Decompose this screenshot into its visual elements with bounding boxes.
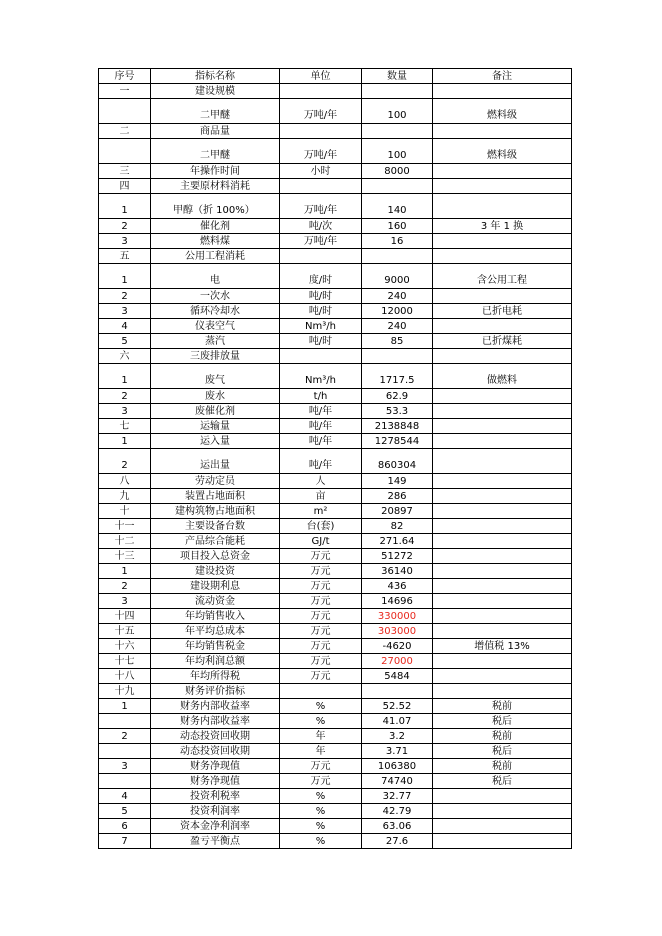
header-note: 备注	[433, 69, 572, 84]
row-no-cell: 三	[99, 164, 151, 179]
row-no-cell: 十八	[99, 669, 151, 684]
row-unit-cell: 万元	[280, 654, 362, 669]
row-name-cell: 财务评价指标	[151, 684, 280, 699]
table-row	[99, 234, 572, 249]
row-name-cell: 运入量	[151, 434, 280, 449]
row-note-cell	[433, 504, 572, 519]
row-name-cell: 年均销售税金	[151, 639, 280, 654]
row-note-cell: 税前	[433, 699, 572, 714]
row-note-cell: 燃料级	[433, 139, 572, 164]
row-note-cell	[433, 534, 572, 549]
row-qty-cell: 1717.5	[362, 364, 433, 389]
row-name-cell: 年平均总成本	[151, 624, 280, 639]
row-name-cell: 产品综合能耗	[151, 534, 280, 549]
row-qty-cell: 32.77	[362, 789, 433, 804]
row-unit-cell	[280, 124, 362, 139]
header-row	[99, 69, 572, 84]
row-qty-cell: 5484	[362, 669, 433, 684]
row-qty-cell: 100	[362, 139, 433, 164]
indicator-table	[98, 68, 572, 849]
row-name-cell: 一次水	[151, 289, 280, 304]
row-unit-cell: 万吨/年	[280, 234, 362, 249]
row-note-cell	[433, 319, 572, 334]
row-qty-cell: 63.06	[362, 819, 433, 834]
row-no-cell	[99, 774, 151, 789]
table-row	[99, 579, 572, 594]
row-no-cell: 十	[99, 504, 151, 519]
row-name-cell: 废催化剂	[151, 404, 280, 419]
row-qty-cell: 9000	[362, 264, 433, 289]
header-no: 序号	[99, 69, 151, 84]
row-qty-cell: 3.71	[362, 744, 433, 759]
row-note-cell	[433, 834, 572, 849]
row-no-cell: 7	[99, 834, 151, 849]
row-note-cell	[433, 669, 572, 684]
row-name-cell: 废水	[151, 389, 280, 404]
table-row	[99, 489, 572, 504]
row-name-cell: 燃料煤	[151, 234, 280, 249]
row-no-cell: 四	[99, 179, 151, 194]
row-qty-cell: 240	[362, 319, 433, 334]
row-unit-cell: 吨/年	[280, 449, 362, 474]
row-name-cell: 资本金净利润率	[151, 819, 280, 834]
table-row	[99, 549, 572, 564]
row-name-cell: 循环冷却水	[151, 304, 280, 319]
row-name-cell: 运出量	[151, 449, 280, 474]
row-qty-cell: 1278544	[362, 434, 433, 449]
row-unit-cell: 万元	[280, 759, 362, 774]
row-no-cell: 2	[99, 289, 151, 304]
row-name-cell: 盈亏平衡点	[151, 834, 280, 849]
row-unit-cell: 年	[280, 729, 362, 744]
indicator-table-body	[99, 69, 572, 849]
row-name-cell: 流动资金	[151, 594, 280, 609]
row-no-cell: 2	[99, 449, 151, 474]
row-no-cell: 1	[99, 434, 151, 449]
row-note-cell	[433, 594, 572, 609]
table-row	[99, 804, 572, 819]
row-name-cell: 催化剂	[151, 219, 280, 234]
row-no-cell: 五	[99, 249, 151, 264]
row-name-cell: 废气	[151, 364, 280, 389]
table-row	[99, 219, 572, 234]
row-unit-cell: 吨/年	[280, 434, 362, 449]
row-no-cell: 3	[99, 404, 151, 419]
row-unit-cell: Nm³/h	[280, 319, 362, 334]
row-unit-cell: 吨/年	[280, 419, 362, 434]
row-note-cell	[433, 389, 572, 404]
row-note-cell: 做燃料	[433, 364, 572, 389]
row-note-cell	[433, 474, 572, 489]
table-row	[99, 364, 572, 389]
row-note-cell	[433, 624, 572, 639]
table-row	[99, 759, 572, 774]
row-note-cell	[433, 179, 572, 194]
row-no-cell: 十二	[99, 534, 151, 549]
row-unit-cell: 台(套)	[280, 519, 362, 534]
row-unit-cell: Nm³/h	[280, 364, 362, 389]
row-unit-cell	[280, 349, 362, 364]
row-qty-cell: 330000	[362, 609, 433, 624]
row-qty-cell: 2138848	[362, 419, 433, 434]
row-note-cell	[433, 349, 572, 364]
row-qty-cell: 53.3	[362, 404, 433, 419]
row-note-cell	[433, 434, 572, 449]
row-no-cell: 1	[99, 194, 151, 219]
row-no-cell: 十四	[99, 609, 151, 624]
header-unit: 单位	[280, 69, 362, 84]
row-qty-cell: 62.9	[362, 389, 433, 404]
row-no-cell: 1	[99, 264, 151, 289]
table-row	[99, 609, 572, 624]
row-note-cell	[433, 234, 572, 249]
row-no-cell: 3	[99, 594, 151, 609]
table-row	[99, 434, 572, 449]
row-qty-cell: 41.07	[362, 714, 433, 729]
row-no-cell: 3	[99, 304, 151, 319]
row-name-cell: 项目投入总资金	[151, 549, 280, 564]
header-name: 指标名称	[151, 69, 280, 84]
row-unit-cell: 小时	[280, 164, 362, 179]
row-no-cell: 十九	[99, 684, 151, 699]
table-row	[99, 789, 572, 804]
row-qty-cell: 160	[362, 219, 433, 234]
row-qty-cell: 20897	[362, 504, 433, 519]
row-no-cell: 六	[99, 349, 151, 364]
row-qty-cell: 860304	[362, 449, 433, 474]
row-name-cell: 建构筑物占地面积	[151, 504, 280, 519]
row-no-cell: 一	[99, 84, 151, 99]
row-note-cell: 3 年 1 换	[433, 219, 572, 234]
row-name-cell: 动态投资回收期	[151, 729, 280, 744]
row-note-cell	[433, 564, 572, 579]
table-row	[99, 334, 572, 349]
row-no-cell: 2	[99, 579, 151, 594]
row-no-cell: 九	[99, 489, 151, 504]
row-note-cell	[433, 654, 572, 669]
row-name-cell: 年均利润总额	[151, 654, 280, 669]
row-no-cell: 6	[99, 819, 151, 834]
row-name-cell: 蒸汽	[151, 334, 280, 349]
row-unit-cell: 万元	[280, 549, 362, 564]
table-row	[99, 819, 572, 834]
row-unit-cell: t/h	[280, 389, 362, 404]
table-row	[99, 699, 572, 714]
row-qty-cell: 271.64	[362, 534, 433, 549]
row-note-cell: 增值税 13%	[433, 639, 572, 654]
table-row	[99, 834, 572, 849]
row-qty-cell: 8000	[362, 164, 433, 179]
row-qty-cell	[362, 179, 433, 194]
row-unit-cell: 吨/时	[280, 334, 362, 349]
table-row	[99, 389, 572, 404]
row-name-cell: 装置占地面积	[151, 489, 280, 504]
table-row	[99, 124, 572, 139]
row-note-cell	[433, 804, 572, 819]
row-no-cell	[99, 744, 151, 759]
row-no-cell: 1	[99, 564, 151, 579]
table-row	[99, 504, 572, 519]
row-no-cell: 4	[99, 319, 151, 334]
row-no-cell: 十五	[99, 624, 151, 639]
row-no-cell: 5	[99, 334, 151, 349]
row-unit-cell: 度/时	[280, 264, 362, 289]
row-unit-cell	[280, 684, 362, 699]
table-row	[99, 84, 572, 99]
row-unit-cell: 万元	[280, 639, 362, 654]
row-note-cell	[433, 124, 572, 139]
row-qty-cell: 436	[362, 579, 433, 594]
row-name-cell: 建设期利息	[151, 579, 280, 594]
row-unit-cell: %	[280, 819, 362, 834]
row-unit-cell: %	[280, 699, 362, 714]
row-note-cell: 税后	[433, 774, 572, 789]
table-row	[99, 639, 572, 654]
row-qty-cell: 42.79	[362, 804, 433, 819]
table-row	[99, 744, 572, 759]
row-unit-cell: 吨/次	[280, 219, 362, 234]
row-name-cell: 财务净现值	[151, 759, 280, 774]
row-qty-cell	[362, 249, 433, 264]
table-row	[99, 729, 572, 744]
row-no-cell: 1	[99, 364, 151, 389]
table-row	[99, 774, 572, 789]
row-qty-cell: 3.2	[362, 729, 433, 744]
row-no-cell: 八	[99, 474, 151, 489]
row-unit-cell: 万吨/年	[280, 139, 362, 164]
row-unit-cell: 万元	[280, 579, 362, 594]
table-row	[99, 289, 572, 304]
row-note-cell: 税后	[433, 714, 572, 729]
row-note-cell	[433, 84, 572, 99]
row-qty-cell: 100	[362, 99, 433, 124]
row-no-cell: 3	[99, 234, 151, 249]
table-row	[99, 419, 572, 434]
row-no-cell: 十六	[99, 639, 151, 654]
row-name-cell: 动态投资回收期	[151, 744, 280, 759]
table-row	[99, 564, 572, 579]
row-qty-cell: 51272	[362, 549, 433, 564]
row-note-cell	[433, 449, 572, 474]
row-note-cell	[433, 404, 572, 419]
row-unit-cell: 万吨/年	[280, 99, 362, 124]
row-note-cell	[433, 819, 572, 834]
row-note-cell	[433, 194, 572, 219]
row-qty-cell: 82	[362, 519, 433, 534]
row-unit-cell: m²	[280, 504, 362, 519]
row-note-cell: 税前	[433, 759, 572, 774]
row-name-cell: 财务内部收益率	[151, 714, 280, 729]
row-note-cell	[433, 249, 572, 264]
row-no-cell: 十七	[99, 654, 151, 669]
table-row	[99, 179, 572, 194]
row-unit-cell: 万元	[280, 609, 362, 624]
row-note-cell	[433, 289, 572, 304]
table-row	[99, 669, 572, 684]
row-qty-cell: 27000	[362, 654, 433, 669]
row-unit-cell: 年	[280, 744, 362, 759]
row-unit-cell: 吨/时	[280, 304, 362, 319]
row-note-cell	[433, 684, 572, 699]
row-note-cell: 税后	[433, 744, 572, 759]
row-name-cell: 二甲醚	[151, 139, 280, 164]
header-qty: 数量	[362, 69, 433, 84]
row-unit-cell: %	[280, 834, 362, 849]
row-name-cell: 建设规模	[151, 84, 280, 99]
row-qty-cell: 85	[362, 334, 433, 349]
row-unit-cell: 人	[280, 474, 362, 489]
row-note-cell: 含公用工程	[433, 264, 572, 289]
row-qty-cell: 303000	[362, 624, 433, 639]
row-no-cell: 3	[99, 759, 151, 774]
row-name-cell: 公用工程消耗	[151, 249, 280, 264]
row-qty-cell: 14696	[362, 594, 433, 609]
table-row	[99, 164, 572, 179]
row-name-cell: 财务内部收益率	[151, 699, 280, 714]
row-unit-cell: 万元	[280, 564, 362, 579]
row-note-cell: 已折电耗	[433, 304, 572, 319]
row-no-cell: 5	[99, 804, 151, 819]
row-name-cell: 建设投资	[151, 564, 280, 579]
row-name-cell: 年均所得税	[151, 669, 280, 684]
row-unit-cell: GJ/t	[280, 534, 362, 549]
row-qty-cell: 240	[362, 289, 433, 304]
row-qty-cell: 12000	[362, 304, 433, 319]
table-row	[99, 249, 572, 264]
row-no-cell: 4	[99, 789, 151, 804]
row-unit-cell: 亩	[280, 489, 362, 504]
row-no-cell	[99, 139, 151, 164]
row-note-cell	[433, 789, 572, 804]
row-unit-cell: 吨/时	[280, 289, 362, 304]
row-name-cell: 电	[151, 264, 280, 289]
table-row	[99, 534, 572, 549]
row-unit-cell	[280, 179, 362, 194]
row-qty-cell	[362, 684, 433, 699]
row-name-cell: 财务净现值	[151, 774, 280, 789]
row-note-cell: 已折煤耗	[433, 334, 572, 349]
row-qty-cell: 27.6	[362, 834, 433, 849]
row-qty-cell: 74740	[362, 774, 433, 789]
row-qty-cell: -4620	[362, 639, 433, 654]
table-row	[99, 519, 572, 534]
row-qty-cell	[362, 84, 433, 99]
row-name-cell: 三废排放量	[151, 349, 280, 364]
row-no-cell: 十一	[99, 519, 151, 534]
row-no-cell: 2	[99, 729, 151, 744]
row-unit-cell: 万元	[280, 594, 362, 609]
table-row	[99, 99, 572, 124]
row-no-cell: 2	[99, 219, 151, 234]
row-name-cell: 运输量	[151, 419, 280, 434]
row-unit-cell	[280, 84, 362, 99]
row-qty-cell: 16	[362, 234, 433, 249]
row-unit-cell: 万吨/年	[280, 194, 362, 219]
row-qty-cell: 149	[362, 474, 433, 489]
row-qty-cell	[362, 124, 433, 139]
row-no-cell	[99, 714, 151, 729]
row-note-cell	[433, 164, 572, 179]
table-row	[99, 449, 572, 474]
row-note-cell	[433, 579, 572, 594]
row-name-cell: 主要原材料消耗	[151, 179, 280, 194]
row-qty-cell: 36140	[362, 564, 433, 579]
table-row	[99, 474, 572, 489]
row-name-cell: 年操作时间	[151, 164, 280, 179]
row-note-cell	[433, 609, 572, 624]
table-row	[99, 684, 572, 699]
row-unit-cell: 万元	[280, 624, 362, 639]
row-qty-cell: 140	[362, 194, 433, 219]
row-name-cell: 甲醇（折 100%）	[151, 194, 280, 219]
row-qty-cell: 106380	[362, 759, 433, 774]
row-qty-cell: 52.52	[362, 699, 433, 714]
table-row	[99, 714, 572, 729]
row-qty-cell	[362, 349, 433, 364]
row-name-cell: 投资利润率	[151, 804, 280, 819]
table-row	[99, 139, 572, 164]
table-row	[99, 404, 572, 419]
row-qty-cell: 286	[362, 489, 433, 504]
row-no-cell: 七	[99, 419, 151, 434]
row-unit-cell: 吨/年	[280, 404, 362, 419]
row-unit-cell: %	[280, 714, 362, 729]
row-name-cell: 主要设备台数	[151, 519, 280, 534]
row-note-cell: 税前	[433, 729, 572, 744]
row-no-cell: 1	[99, 699, 151, 714]
table-row	[99, 319, 572, 334]
table-row	[99, 349, 572, 364]
row-no-cell: 二	[99, 124, 151, 139]
row-unit-cell: 万元	[280, 669, 362, 684]
row-no-cell: 2	[99, 389, 151, 404]
table-row	[99, 654, 572, 669]
table-row	[99, 594, 572, 609]
row-unit-cell: %	[280, 789, 362, 804]
row-note-cell	[433, 419, 572, 434]
row-note-cell: 燃料级	[433, 99, 572, 124]
row-name-cell: 仪表空气	[151, 319, 280, 334]
row-name-cell: 二甲醚	[151, 99, 280, 124]
row-no-cell	[99, 99, 151, 124]
row-note-cell	[433, 549, 572, 564]
row-unit-cell	[280, 249, 362, 264]
row-unit-cell: %	[280, 804, 362, 819]
row-name-cell: 劳动定员	[151, 474, 280, 489]
row-note-cell	[433, 519, 572, 534]
row-name-cell: 投资利税率	[151, 789, 280, 804]
row-name-cell: 年均销售收入	[151, 609, 280, 624]
table-row	[99, 194, 572, 219]
row-note-cell	[433, 489, 572, 504]
table-row	[99, 304, 572, 319]
row-name-cell: 商品量	[151, 124, 280, 139]
table-row	[99, 624, 572, 639]
table-row	[99, 264, 572, 289]
row-unit-cell: 万元	[280, 774, 362, 789]
row-no-cell: 十三	[99, 549, 151, 564]
